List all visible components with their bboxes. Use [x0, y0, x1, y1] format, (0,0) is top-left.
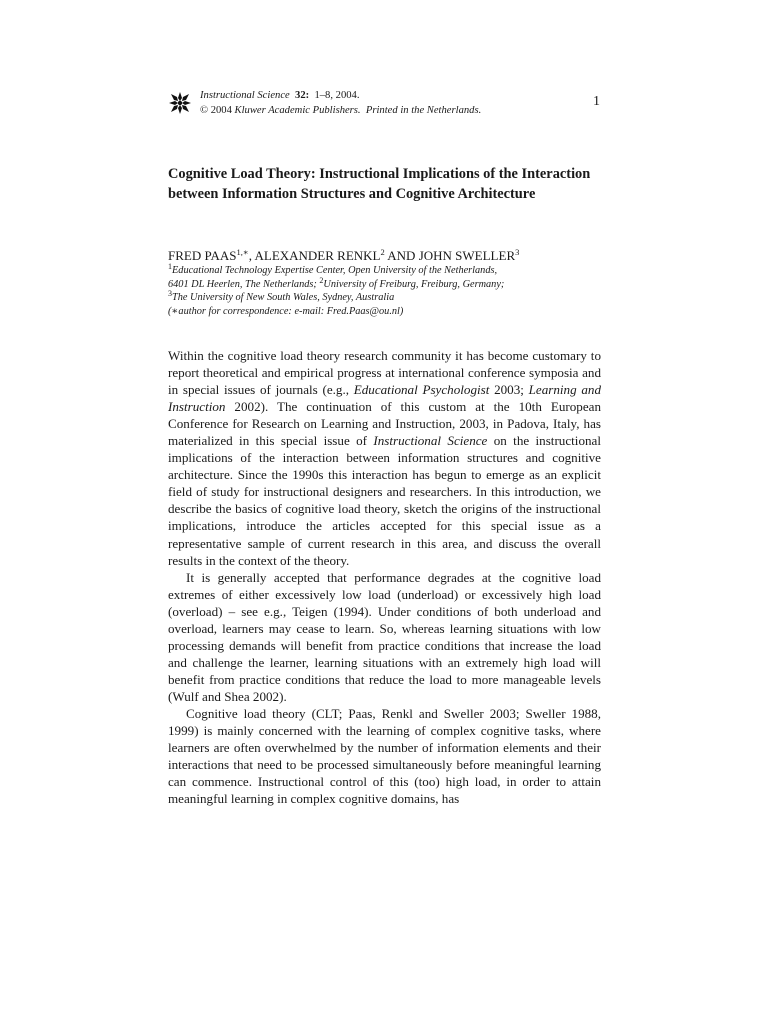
affiliations	[168, 264, 604, 318]
affiliation-marker: 3	[168, 289, 172, 298]
article-body	[168, 347, 601, 807]
copyright-year: © 2004	[200, 105, 232, 116]
affiliation-text: 6401 DL Heerlen, The Netherlands;	[168, 278, 320, 290]
journal-pages-year: 1–8, 2004.	[314, 90, 360, 101]
affiliation-line	[168, 275, 604, 292]
author-name: JOHN SWELLER	[418, 248, 516, 263]
affiliation-marker: 2	[319, 275, 324, 285]
page-number: 1	[593, 94, 600, 109]
body-paragraph	[168, 347, 601, 569]
body-paragraph: Cognitive load theory (CLT; Paas, Renkl and Sweller 2003; Sweller 1988, 1999) is mainly concerned with the learning of complex cognitive tasks, where learners are often overwhelmed by the number of information elements and their interactions that need to be processed simultaneously before meaningful learning can commence. Instructional control of this (too) high load, in order to attain meaningful learning in complex cognitive domains, has	[168, 705, 601, 807]
journal-citation-italic: Learning and Instruction	[168, 382, 602, 415]
paragraph-text: 2003;	[489, 382, 529, 398]
publisher-name: Kluwer Academic Publishers.	[234, 105, 361, 116]
journal-citation-line1	[200, 88, 481, 103]
author-separator: AND	[384, 248, 419, 263]
author-name: ALEXANDER RENKL	[254, 248, 381, 263]
affiliation-text: University of Freiburg, Freiburg, Germany;	[323, 278, 505, 290]
affiliation-line	[168, 291, 604, 305]
journal-name: Instructional Science	[200, 90, 290, 101]
affiliation-text: The University of New South Wales, Sydney, Australia	[172, 292, 395, 303]
printed-location: Printed in the Netherlands.	[365, 105, 482, 116]
journal-citation-italic: Instructional Science	[373, 433, 488, 449]
article-title: Cognitive Load Theory: Instructional Implications of the Interaction between Information Structures and Cognitive Architecture	[168, 166, 591, 202]
journal-volume: 32:	[295, 90, 310, 101]
affiliation-text: Educational Technology Expertise Center, Open University of the Netherlands,	[172, 265, 498, 276]
author-affiliation-marker: 3	[515, 247, 520, 257]
author-affiliation-marker: 1,∗	[236, 247, 249, 257]
body-paragraph: It is generally accepted that performance degrades at the cognitive load extremes of either excessively low load (underload) or excessively high load (overload) – see e.g., Teigen (1994). Under conditions of both underload and overload, learners may cease to learn. So, whereas learning situations with low processing demands will benefit from practice conditions that increase the load and challenge the learner, learning situations with an extremely high load will benefit from practice conditions that reduce the load to more manageable levels (Wulf and Shea 2002).	[168, 569, 601, 704]
journal-citation	[200, 88, 481, 118]
journal-citation-line2	[200, 103, 481, 118]
affiliation-line	[168, 264, 604, 278]
author-separator: ,	[248, 248, 255, 263]
author-affiliation-marker: 2	[380, 247, 385, 257]
author-list	[168, 247, 604, 265]
author-name: FRED PAAS	[168, 248, 237, 263]
paragraph-text: 2002). The continuation of this custom at the 10th European Conference for Research on Learning and Instruction, 2003, in Padova, Italy, has materialized in this special issue of	[168, 399, 601, 449]
paragraph-text: Within the cognitive load theory research community it has become customary to report theoretical and empirical progress at international conference symposia and in special issues of journals (e.g.,	[168, 348, 601, 398]
paragraph-text: on the instructional implications of the interaction between information structures and cognitive architecture. Since the 1990s this interaction has begun to emerge as an explicit field of study for instructional designers and researchers. In this introduction, we describe the basics of cognitive load theory, sketch the origins of the instructional implications, introduce the articles accepted for this special issue as a representative sample of current research in this area, and discuss the overall results in the context of the theory.	[168, 433, 601, 568]
journal-header	[168, 88, 608, 122]
affiliation-marker: 1	[168, 262, 172, 271]
journal-citation-italic: Educational Psychologist	[353, 382, 490, 398]
kluwer-publisher-logo-icon	[168, 91, 192, 115]
correspondence-note: (∗author for correspondence: e-mail: Fred.Paas@ou.nl)	[168, 305, 404, 317]
